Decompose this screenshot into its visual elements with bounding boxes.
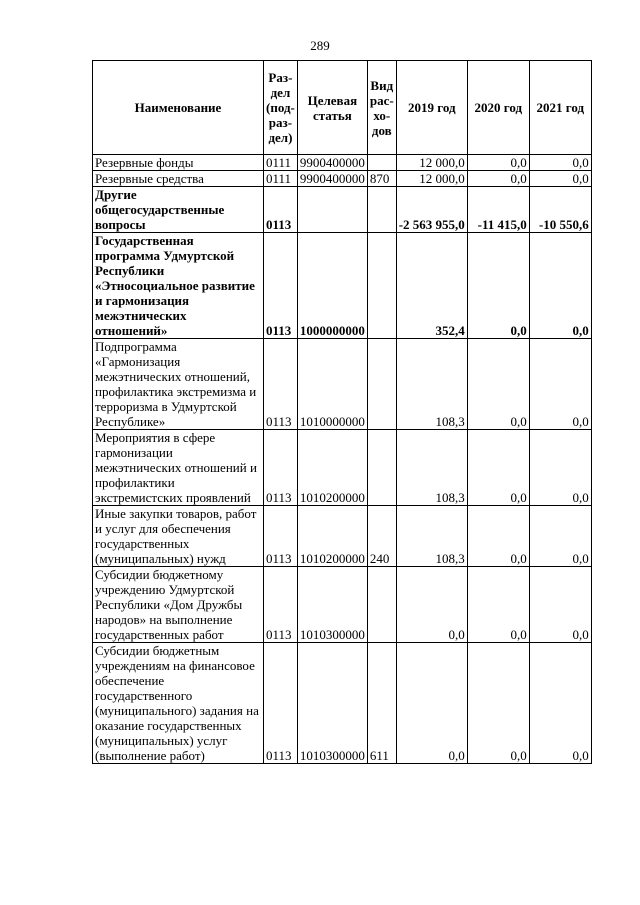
row-expense-type: 240 [367, 506, 396, 567]
row-2019: 12 000,0 [396, 155, 467, 171]
header-expense-type: Вид рас- хо- дов [367, 61, 396, 155]
row-name: Государственная программа Удмуртской Республики «Этносоциальное развитие и гармонизация межэтнических отношений» [93, 233, 264, 339]
row-2019: 108,3 [396, 339, 467, 430]
row-section: 0113 [264, 187, 298, 233]
table-header-row [93, 61, 592, 155]
row-target: 1010200000 [297, 430, 367, 506]
table-row [93, 233, 592, 339]
budget-table [92, 60, 592, 764]
row-target: 1010300000 [297, 567, 367, 643]
row-target: 1010300000 [297, 643, 367, 764]
table-row [93, 187, 592, 233]
page-number: 289 [310, 38, 330, 53]
row-section: 0113 [264, 339, 298, 430]
row-target: 1010200000 [297, 506, 367, 567]
header-2020: 2020 год [467, 61, 529, 155]
row-section: 0113 [264, 233, 298, 339]
row-target [297, 187, 367, 233]
row-2021: -10 550,6 [529, 187, 591, 233]
row-2021: 0,0 [529, 233, 591, 339]
row-2019: 108,3 [396, 430, 467, 506]
header-2021: 2021 год [529, 61, 591, 155]
row-section: 0111 [264, 171, 298, 187]
row-2021: 0,0 [529, 643, 591, 764]
header-section: Раз- дел (под- раз- дел) [264, 61, 298, 155]
row-name: Резервные средства [93, 171, 264, 187]
row-2020: 0,0 [467, 171, 529, 187]
row-target: 9900400000 [297, 171, 367, 187]
row-2020: 0,0 [467, 233, 529, 339]
row-2021: 0,0 [529, 339, 591, 430]
header-name: Наименование [93, 61, 264, 155]
table-row [93, 155, 592, 171]
row-name: Субсидии бюджетным учреждениям на финансовое обеспечение государственного (муниципального) задания на оказание государственных (муниципальных) услуг (выполнение работ) [93, 643, 264, 764]
row-section: 0113 [264, 643, 298, 764]
row-expense-type: 870 [367, 171, 396, 187]
row-2021: 0,0 [529, 155, 591, 171]
row-2021: 0,0 [529, 430, 591, 506]
row-expense-type [367, 567, 396, 643]
row-2020: 0,0 [467, 339, 529, 430]
row-2019: 12 000,0 [396, 171, 467, 187]
row-expense-type: 611 [367, 643, 396, 764]
row-section: 0113 [264, 567, 298, 643]
row-expense-type [367, 187, 396, 233]
row-2020: 0,0 [467, 155, 529, 171]
table-row [93, 430, 592, 506]
table-row [93, 567, 592, 643]
row-2019: 0,0 [396, 567, 467, 643]
row-2020: 0,0 [467, 430, 529, 506]
table-row [93, 171, 592, 187]
row-2020: 0,0 [467, 643, 529, 764]
row-2020: 0,0 [467, 567, 529, 643]
row-2019: 352,4 [396, 233, 467, 339]
row-2021: 0,0 [529, 171, 591, 187]
row-name: Мероприятия в сфере гармонизации межэтнических отношений и профилактики экстремистских проявлений [93, 430, 264, 506]
row-name: Иные закупки товаров, работ и услуг для обеспечения государственных (муниципальных) нужд [93, 506, 264, 567]
row-name: Резервные фонды [93, 155, 264, 171]
row-section: 0111 [264, 155, 298, 171]
row-expense-type [367, 430, 396, 506]
row-name: Подпрограмма «Гармонизация межэтнических отношений, профилактика экстремизма и терроризма в Удмуртской Республике» [93, 339, 264, 430]
row-name: Субсидии бюджетному учреждению Удмуртской Республики «Дом Дружбы народов» на выполнение государственных работ [93, 567, 264, 643]
row-2020: 0,0 [467, 506, 529, 567]
row-expense-type [367, 339, 396, 430]
row-2021: 0,0 [529, 567, 591, 643]
table-row [93, 506, 592, 567]
header-2019: 2019 год [396, 61, 467, 155]
row-2019: 108,3 [396, 506, 467, 567]
row-target: 1000000000 [297, 233, 367, 339]
row-2019: -2 563 955,0 [396, 187, 467, 233]
row-2021: 0,0 [529, 506, 591, 567]
row-section: 0113 [264, 506, 298, 567]
row-expense-type [367, 233, 396, 339]
row-section: 0113 [264, 430, 298, 506]
row-expense-type [367, 155, 396, 171]
row-target: 1010000000 [297, 339, 367, 430]
table-row [93, 643, 592, 764]
row-name: Другие общегосударственные вопросы [93, 187, 264, 233]
row-2020: -11 415,0 [467, 187, 529, 233]
row-2019: 0,0 [396, 643, 467, 764]
header-target: Целевая статья [297, 61, 367, 155]
row-target: 9900400000 [297, 155, 367, 171]
table-row [93, 339, 592, 430]
